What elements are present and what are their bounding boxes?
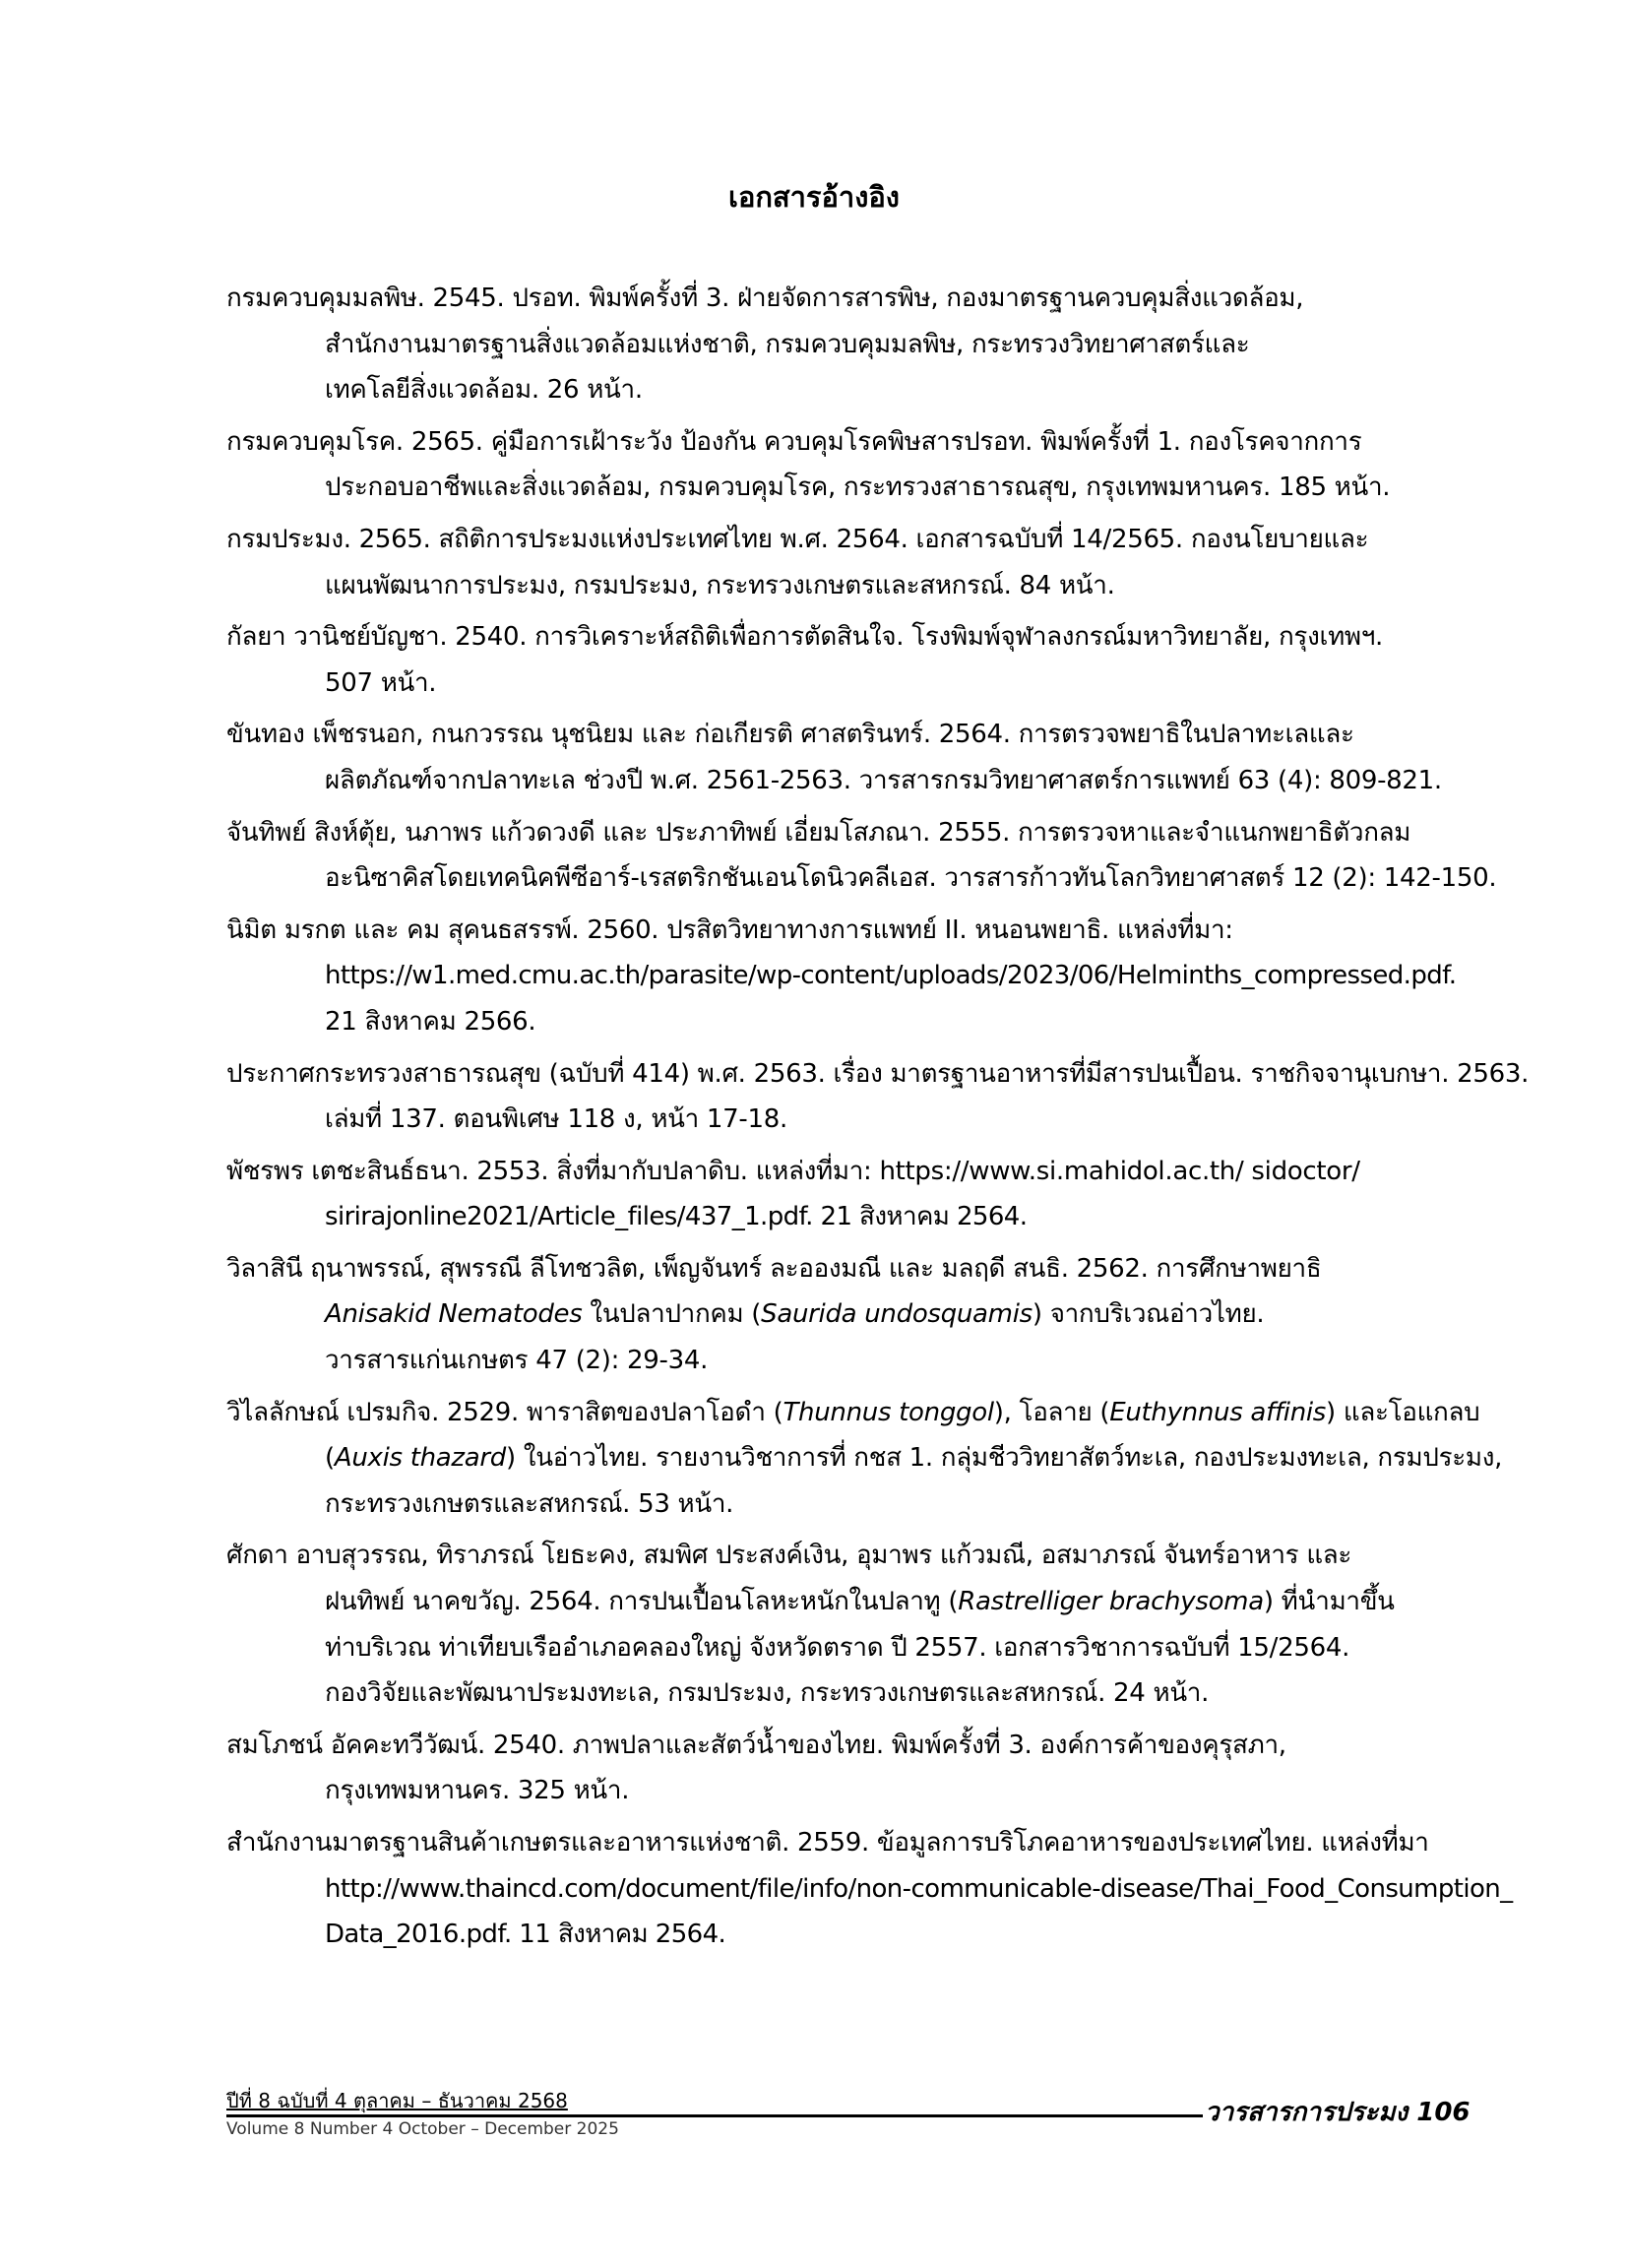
reference-first-line	[226, 419, 1447, 466]
reference-first-line	[226, 810, 1447, 856]
reference-text: พัชรพร เตชะสินธ์ธนา. 2553. สิ่งที่มากับปลาดิบ. แหล่งที่มา: https://www.si.mahidol.ac.th/ sidoctor/	[226, 1156, 1360, 1186]
reference-text: 507 หน้า.	[325, 667, 437, 698]
reference-first-line	[226, 1533, 1447, 1579]
reference-text: ท่าบริเวณ ท่าเทียบเรืออำเภอคลองใหญ่ จังหวัดตราด ปี 2557. เอกสารวิชาการฉบับที่ 15/2564.	[325, 1632, 1350, 1663]
footer-issue-thai: ปีที่ 8 ฉบับที่ 4 ตุลาคม – ธันวาคม 2568	[226, 2089, 568, 2112]
reference-continuation-line	[226, 1768, 1447, 1814]
reference-first-line	[226, 517, 1447, 563]
reference-continuation-line	[226, 999, 1447, 1045]
reference-text: sirirajonline2021/Article_files/437_1.pdf. 21 สิงหาคม 2564.	[325, 1202, 1028, 1232]
reference-first-line	[226, 1051, 1530, 1098]
reference-text: https://w1.med.cmu.ac.th/parasite/wp-content/uploads/2023/06/Helminths_compressed.pdf.	[325, 961, 1457, 991]
reference-entry	[226, 276, 1447, 413]
scientific-name: Anisakid Nematodes	[325, 1299, 583, 1330]
reference-text: http://www.thaincd.com/document/file/info/non-communicable-disease/Thai_Food_Consumption_	[325, 1873, 1513, 1904]
reference-continuation-line	[226, 563, 1447, 609]
reference-text: ผลิตภัณฑ์จากปลาทะเล ช่วงปี พ.ศ. 2561-2563. วารสารกรมวิทยาศาสตร์การแพทย์ 63 (4): 809-821.	[325, 765, 1442, 795]
reference-text: แผนพัฒนาการประมง, กรมประมง, กระทรวงเกษตรและสหกรณ์. 84 หน้า.	[325, 570, 1115, 600]
reference-continuation-line	[226, 1625, 1447, 1671]
reference-entry	[226, 614, 1447, 706]
reference-continuation-line	[226, 661, 1447, 707]
reference-continuation-line	[226, 1579, 1447, 1625]
reference-continuation-line	[226, 953, 1457, 999]
reference-text: ในปลาปากคม (	[582, 1299, 762, 1330]
reference-first-line	[226, 1723, 1447, 1769]
reference-continuation-line	[226, 1912, 1447, 1958]
reference-continuation-line	[226, 1481, 1447, 1528]
reference-text: ประกอบอาชีพและสิ่งแวดล้อม, กรมควบคุมโรค, กระทรวงสาธารณสุข, กรุงเทพมหานคร. 185 หน้า.	[325, 472, 1391, 503]
reference-text: ) ที่นำมาขึ้น	[1263, 1587, 1395, 1617]
reference-text: เล่มที่ 137. ตอนพิเศษ 118 ง, หน้า 17-18.	[325, 1104, 787, 1135]
reference-text: กรุงเทพมหานคร. 325 หน้า.	[325, 1776, 630, 1806]
reference-entry	[226, 1051, 1530, 1143]
reference-first-line	[226, 1246, 1447, 1292]
scientific-name: Saurida undosquamis	[761, 1299, 1033, 1330]
reference-continuation-line	[226, 1670, 1447, 1717]
reference-text: กรมควบคุมมลพิษ. 2545. ปรอท. พิมพ์ครั้งที่ 3. ฝ่ายจัดการสารพิษ, กองมาตรฐานควบคุมสิ่งแวดล้อม,	[226, 284, 1304, 313]
reference-text: นิมิต มรกต และ คม สุคนธสรรพ์. 2560. ปรสิตวิทยาทางการแพทย์ II. หนอนพยาธิ. แหล่งที่มา:	[226, 914, 1233, 945]
reference-text: กรมควบคุมโรค. 2565. คู่มือการเฝ้าระวัง ป้องกัน ควบคุมโรคพิษสารปรอท. พิมพ์ครั้งที่ 1. กองโรคจากการ	[226, 426, 1362, 457]
reference-first-line	[226, 712, 1447, 758]
reference-text: ศักดา อาบสุวรรณ, ทิราภรณ์ โยธะคง, สมพิศ ประสงค์เงิน, อุมาพร แก้วมณี, อสมาภรณ์ จันทร์อาหาร และ	[226, 1541, 1352, 1571]
reference-continuation-line	[226, 1338, 1447, 1384]
reference-continuation-line	[226, 758, 1447, 804]
reference-first-line	[226, 614, 1447, 661]
reference-text: สมโภชน์ อัคคะทวีวัฒน์. 2540. ภาพปลาและสัตว์น้ำของไทย. พิมพ์ครั้งที่ 3. องค์การค้าของคุรุสภา,	[226, 1730, 1286, 1760]
reference-text: อะนิซาคิสโดยเทคนิคพีซีอาร์-เรสตริกชันเอนโดนิวคลีเอส. วารสารก้าวทันโลกวิทยาศาสตร์ 12 (2): 142-150.	[325, 863, 1497, 894]
page-title: เอกสารอ้างอิง	[728, 180, 900, 214]
reference-text: ) จากบริเวณอ่าวไทย.	[1032, 1299, 1265, 1330]
reference-entry	[226, 810, 1497, 902]
reference-continuation-line	[226, 367, 1447, 413]
reference-text: จันทิพย์ สิงห์ตุ้ย, นภาพร แก้วดวงดี และ ประภาทิพย์ เอี่ยมโสภณา. 2555. การตรวจหาและจำแนกพยาธิตัวกลม	[226, 817, 1411, 848]
reference-entry	[226, 1533, 1447, 1716]
reference-entry	[226, 1723, 1447, 1814]
reference-text: เทคโลยีสิ่งแวดล้อม. 26 หน้า.	[325, 375, 643, 406]
reference-text: 21 สิงหาคม 2566.	[325, 1006, 536, 1037]
reference-continuation-line	[226, 322, 1447, 368]
reference-first-line	[226, 1390, 1480, 1436]
reference-entry	[226, 1390, 1503, 1528]
scientific-name: Euthynnus affinis	[1109, 1397, 1327, 1427]
reference-list	[226, 276, 1530, 1964]
scientific-name: Auxis thazard	[334, 1443, 507, 1474]
reference-first-line	[226, 1820, 1447, 1866]
reference-first-line	[226, 1149, 1447, 1195]
reference-first-line	[226, 276, 1447, 322]
reference-text: ฝนทิพย์ นาคขวัญ. 2564. การปนเปื้อนโลหะหนักในปลาทู (	[325, 1587, 959, 1617]
reference-continuation-line	[226, 1194, 1447, 1240]
reference-text: สำนักงานมาตรฐานสินค้าเกษตรและอาหารแห่งชาติ. 2559. ข้อมูลการบริโภคอาหารของประเทศไทย. แหล่งที่มา	[226, 1828, 1429, 1858]
reference-entry	[226, 1820, 1513, 1958]
reference-continuation-line	[226, 855, 1497, 902]
reference-text: ประกาศกระทรวงสาธารณสุข (ฉบับที่ 414) พ.ศ. 2563. เรื่อง มาตรฐานอาหารที่มีสารปนเปื้อน. ราชกิจจานุเบกษา. 2563.	[226, 1058, 1530, 1089]
reference-text: ) ในอ่าวไทย. รายงานวิชาการที่ กชส 1. กลุ่มชีววิทยาสัตว์ทะเล, กองประมงทะเล, กรมประมง,	[506, 1443, 1503, 1474]
reference-continuation-line	[226, 1866, 1513, 1913]
reference-text: วารสารแก่นเกษตร 47 (2): 29-34.	[325, 1346, 709, 1376]
reference-text: ) และโอแกลบ	[1326, 1397, 1480, 1427]
reference-text: สำนักงานมาตรฐานสิ่งแวดล้อมแห่งชาติ, กรมควบคุมมลพิษ, กระทรวงวิทยาศาสตร์และ	[325, 329, 1250, 359]
reference-text: ), โอลาย (	[993, 1397, 1110, 1427]
reference-text: กองวิจัยและพัฒนาประมงทะเล, กรมประมง, กระทรวงเกษตรและสหกรณ์. 24 หน้า.	[325, 1678, 1210, 1709]
journal-name-page-number: วารสารการประมง 106	[1205, 2098, 1471, 2127]
reference-text: Data_2016.pdf. 11 สิงหาคม 2564.	[325, 1920, 726, 1950]
scientific-name: Thunnus tonggol	[783, 1397, 994, 1427]
reference-text: กระทรวงเกษตรและสหกรณ์. 53 หน้า.	[325, 1488, 734, 1519]
reference-text: ขันทอง เพ็ชรนอก, กนกวรรณ นุชนิยม และ ก่อเกียรติ ศาสตรินทร์. 2564. การตรวจพยาธิในปลาทะเลและ	[226, 720, 1354, 750]
reference-entry	[226, 712, 1447, 803]
footer-rule	[226, 2114, 1203, 2117]
footer-issue-english: Volume 8 Number 4 October – December 2025	[226, 2119, 619, 2139]
reference-first-line	[226, 908, 1447, 954]
reference-text: กัลยา วานิชย์บัญชา. 2540. การวิเคราะห์สถิติเพื่อการตัดสินใจ. โรงพิมพ์จุฬาลงกรณ์มหาวิทยาลัย, กรุงเทพฯ.	[226, 622, 1384, 653]
reference-text: กรมประมง. 2565. สถิติการประมงแห่งประเทศไทย พ.ศ. 2564. เอกสารฉบับที่ 14/2565. กองนโยบายและ	[226, 524, 1369, 554]
reference-text: วิลาสินี ฤนาพรรณ์, สุพรรณี ลีโทชวลิต, เพ็ญจันทร์ ละอองมณี และ มลฤดี สนธิ. 2562. การศึกษาพยาธิ	[226, 1253, 1322, 1284]
reference-entry	[226, 517, 1447, 608]
reference-continuation-line	[226, 1435, 1503, 1481]
reference-entry	[226, 1246, 1447, 1384]
reference-text: วิไลลักษณ์ เปรมกิจ. 2529. พาราสิตของปลาโอดำ (	[226, 1397, 783, 1427]
scientific-name: Rastrelliger brachysoma	[958, 1587, 1264, 1617]
reference-text: (	[325, 1443, 335, 1474]
reference-entry	[226, 908, 1457, 1045]
reference-continuation-line	[226, 1292, 1447, 1338]
reference-entry	[226, 1149, 1447, 1240]
reference-entry	[226, 419, 1447, 511]
reference-continuation-line	[226, 1097, 1447, 1143]
reference-continuation-line	[226, 465, 1447, 511]
